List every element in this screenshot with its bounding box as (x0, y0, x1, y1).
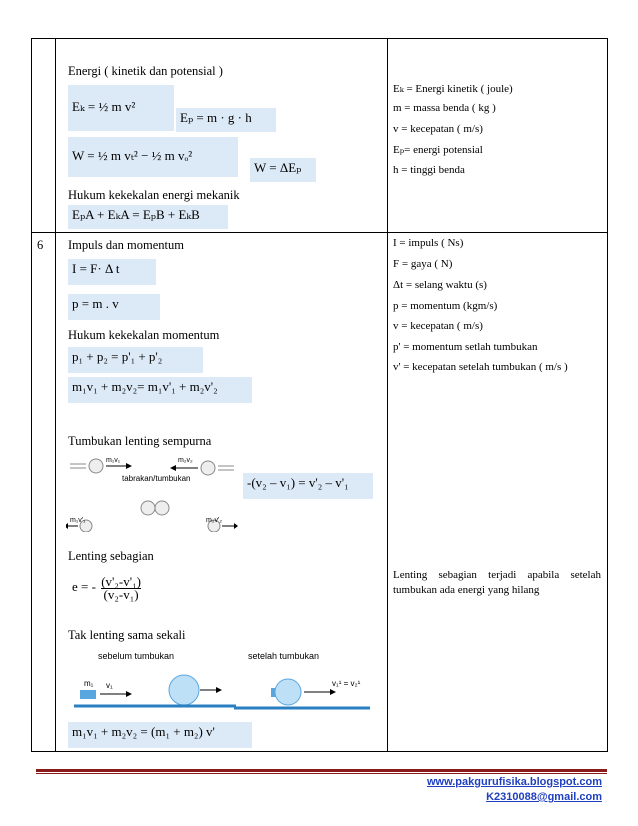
row-number: 6 (37, 238, 44, 252)
restitution-prefix: e = - (72, 579, 96, 594)
footer-rule-thin (36, 773, 607, 774)
note-item: m = massa benda ( kg ) (393, 102, 496, 114)
note-item: F = gaya ( N) (393, 258, 453, 270)
note-item: v = kecepatan ( m/s) (393, 320, 483, 332)
restitution-fraction (101, 573, 141, 602)
note-item: p = momentum (kgm/s) (393, 300, 498, 312)
blog-link[interactable]: www.pakgurufisika.blogspot.com (426, 776, 602, 788)
note-item: Δt = selang waktu (s) (393, 279, 487, 291)
svg-text:m₂v₂: m₂v₂ (178, 457, 193, 464)
formula-potential-energy: Eₚ = m · g · h (176, 108, 276, 132)
svg-text:m₁v₁: m₁v₁ (106, 457, 121, 464)
before-collision-label: sebelum tumbukan (98, 651, 175, 661)
formula-elastic-collision: -(v₂ – v₁) = v'₂ – v'₁ (243, 473, 373, 499)
svg-text:m₁: m₁ (84, 679, 94, 688)
table-row-divider (32, 232, 607, 233)
restitution-denominator: (v₂-v₁) (103, 586, 139, 602)
formula-work-delta: W = ΔEₚ (250, 158, 316, 182)
note-item: v' = kecepatan setelah tumbukan ( m/s ) (393, 361, 568, 373)
note-item: p' = momentum setlah tumbukan (393, 341, 538, 353)
note-item: Eₖ = Energi kinetik ( joule) (393, 83, 513, 95)
formula-restitution (68, 568, 168, 608)
email-link[interactable]: K2310088@gmail.com (486, 791, 602, 803)
table-column-divider (55, 39, 56, 751)
footer-rule (36, 769, 607, 772)
svg-text:m₂v'₂: m₂v'₂ (206, 517, 223, 524)
energy-title: Energi ( kinetik dan potensial ) (68, 64, 223, 78)
formula-momentum: p = m . v (68, 294, 160, 320)
table-column-divider (387, 39, 388, 751)
inelastic-title: Tak lenting sama sekali (68, 628, 186, 642)
elastic-collision-diagram (66, 452, 242, 532)
formula-inelastic-collision: m₁v₁ + m₂v₂ = (m₁ + m₂) v' (68, 722, 252, 748)
note-item: I = impuls ( Ns) (393, 237, 464, 249)
svg-text:m₁v'₁: m₁v'₁ (70, 517, 86, 524)
formula-energy-conservation: EₚA + EₖA = EₚB + EₖB (68, 205, 228, 229)
formula-impulse: I = F· Δ t (68, 259, 156, 285)
note-item: v = kecepatan ( m/s) (393, 123, 483, 135)
formula-momentum-conservation: p₁ + p₂ = p'₁ + p'₂ (68, 347, 203, 373)
formula-momentum-conservation-mass: m₁v₁ + m₂v₂= m₁v'₁ + m₂v'₂ (68, 377, 252, 403)
note-item: Eₚ= energi potensial (393, 144, 483, 156)
after-collision-label: setelah tumbukan (248, 651, 320, 661)
momentum-conservation-title: Hukum kekekalan momentum (68, 328, 220, 342)
svg-text:v₁: v₁ (106, 681, 113, 690)
impulse-title: Impuls dan momentum (68, 238, 184, 252)
formula-kinetic-energy: Eₖ = ½ m v² (68, 85, 174, 131)
restitution-numerator: (v'₂-v'₁) (101, 573, 141, 589)
elastic-collision-title: Tumbukan lenting sempurna (68, 434, 212, 448)
note-item: h = tinggi benda (393, 164, 465, 176)
partially-elastic-title: Lenting sebagian (68, 549, 154, 563)
energy-conservation-title: Hukum kekekalan energi mekanik (68, 188, 240, 202)
formula-work: W = ½ m vₜ² − ½ m vₒ² (68, 137, 238, 177)
svg-text:v₁¹ = v₂¹: v₁¹ = v₂¹ (332, 679, 361, 688)
partially-elastic-note: Lenting sebagian terjadi apabila setelah tumbukan ada energi yang hilang (393, 569, 601, 596)
collision-label: tabrakan/tumbukan (122, 474, 191, 483)
